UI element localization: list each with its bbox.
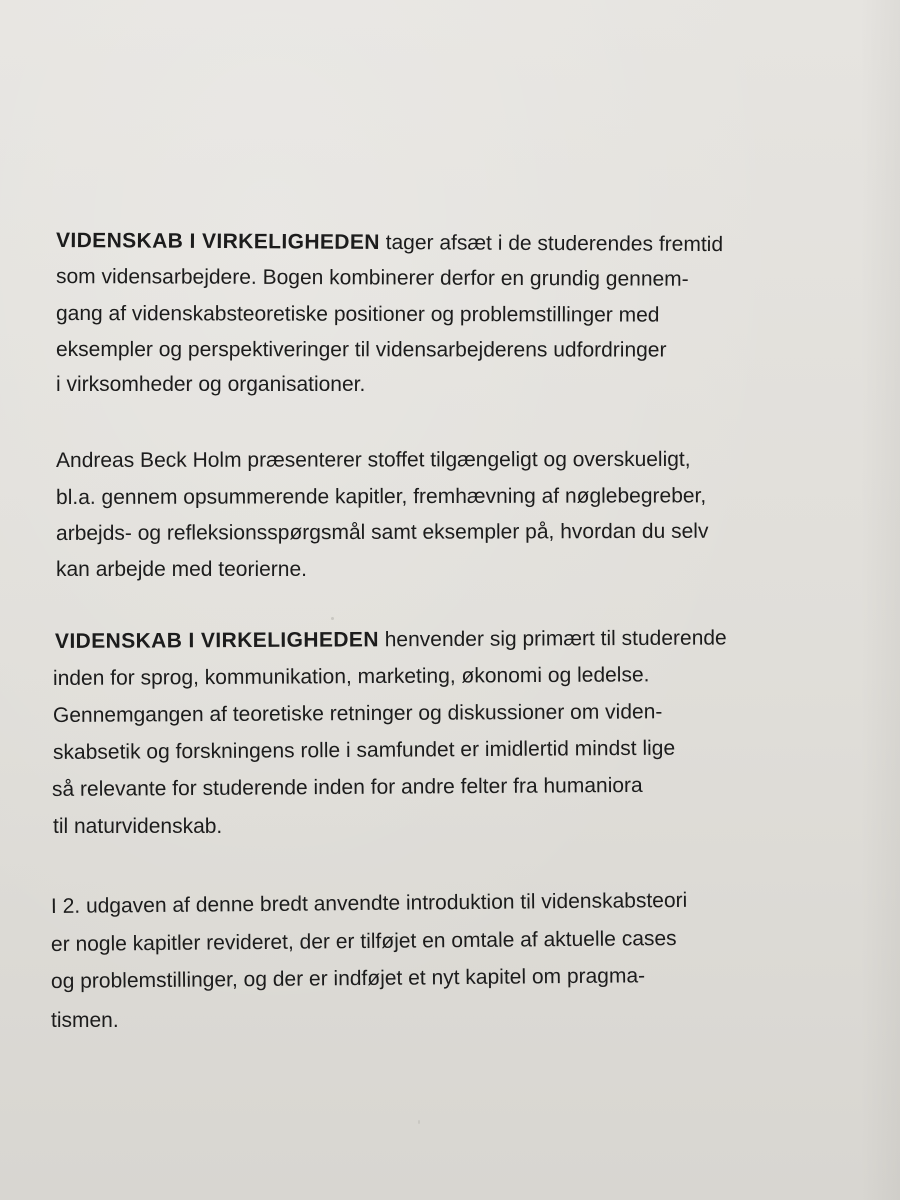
paragraph-4-line-4: tismen. — [51, 1009, 119, 1032]
paragraph-2-line-2: bl.a. gennem opsummerende kapitler, fremhævning af nøglebegreber, — [55, 484, 707, 509]
book-title-inline: VIDENSKAB I VIRKELIGHEDEN — [54, 628, 379, 653]
line-text: henvender sig primært til studerende — [378, 626, 727, 652]
paragraph-4-line-1: I 2. udgaven af denne bredt anvendte introduktion til videnskabsteori — [50, 888, 688, 918]
paragraph-3-line-1 — [55, 623, 727, 657]
paragraph-3-line-2: inden for sprog, kommunikation, marketing, økonomi og ledelse. — [52, 663, 650, 690]
paragraph-2-line-1: Andreas Beck Holm præsenterer stoffet tilgængeligt og overskueligt, — [55, 447, 691, 472]
paragraph-1-line-1 — [56, 226, 723, 260]
paragraph-3-line-6: til naturvidenskab. — [53, 815, 223, 838]
paragraph-3-line-3: Gennemgangen af teoretiske retninger og diskussioner om viden- — [52, 700, 663, 727]
paragraph-3-line-4: skabsetik og forskningens rolle i samfundet er imidlertid mindst lige — [52, 736, 676, 764]
paragraph-1-line-4: eksempler og perspektiveringer til vidensarbejderens udfordringer — [55, 338, 667, 362]
paragraph-2-line-3: arbejds- og refleksionsspørgsmål samt eksempler på, hvordan du selv — [55, 519, 709, 545]
paragraph-3-line-5: så relevante for studerende inden for andre felter fra humaniora — [51, 773, 643, 801]
paragraph-1-line-3: gang af videnskabsteoretiske positioner og problemstillinger med — [55, 302, 660, 327]
paragraph-4-line-3: og problemstillinger, og der er indføjet et nyt kapitel om pragma- — [50, 964, 646, 993]
paragraph-4-line-2: er nogle kapitler revideret, der er tilføjet en omtale af aktuelle cases — [50, 926, 677, 956]
line-text: tager afsæt i de studerendes fremtid — [379, 230, 724, 257]
paragraph-1-line-2: som vidensarbejdere. Bogen kombinerer derfor en grundig gennem- — [55, 265, 689, 291]
paragraph-1-line-5: i virksomheder og organisationer. — [56, 373, 366, 396]
book-title-inline: VIDENSKAB I VIRKELIGHEDEN — [55, 229, 380, 254]
paragraph-2-line-4: kan arbejde med teorierne. — [56, 558, 307, 581]
